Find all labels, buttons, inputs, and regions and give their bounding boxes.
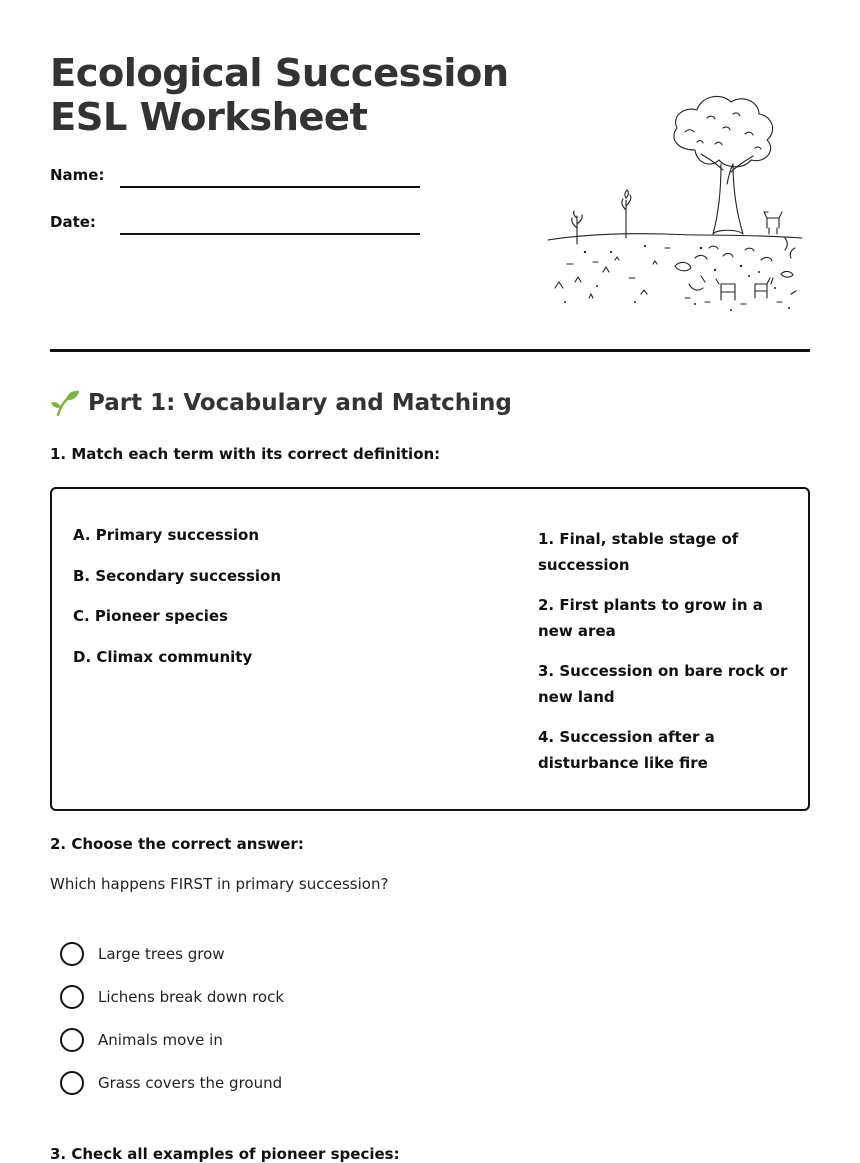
radio-button[interactable] [60,1028,84,1052]
definition-item: 2. First plants to grow in a new area [538,596,763,640]
definition-list [538,526,793,790]
answer-option[interactable] [60,1028,223,1052]
radio-button[interactable] [60,942,84,966]
definition-item: 4. Succession after a disturbance like fire [538,728,715,772]
radio-button[interactable] [60,985,84,1009]
question-2-prompt: 2. Choose the correct answer: [50,835,304,853]
question-3-prompt: 3. Check all examples of pioneer species: [50,1145,400,1163]
answer-option[interactable] [60,985,284,1009]
radio-button[interactable] [60,1071,84,1095]
date-label: Date: [50,213,96,231]
answer-option[interactable] [60,942,225,966]
question-2-text: Which happens FIRST in primary succession? [50,875,389,893]
part1-heading [50,388,512,418]
option-label: Animals move in [98,1031,223,1049]
answer-option[interactable] [60,1071,282,1095]
term-item: D. Climax community [73,647,253,666]
name-field[interactable] [120,186,420,188]
worksheet-title [50,52,509,140]
option-label: Large trees grow [98,945,225,963]
term-item: A. Primary succession [73,526,260,544]
section-divider [50,349,810,352]
option-label: Grass covers the ground [98,1074,283,1092]
title-line-2: ESL Worksheet [50,95,368,140]
term-item: B. Secondary succession [73,566,282,585]
seedling-icon [50,388,80,418]
tree-landscape-illustration [545,88,805,318]
part1-heading-text: Part 1: Vocabulary and Matching [88,390,512,416]
term-list [73,526,281,688]
definition-item: 1. Final, stable stage of succession [538,530,739,574]
question-1-prompt: 1. Match each term with its correct definition: [50,445,441,463]
date-field[interactable] [120,233,420,235]
name-label: Name: [50,166,105,184]
matching-box [50,487,810,811]
option-label: Lichens break down rock [98,988,285,1006]
title-line-1: Ecological Succession [50,51,509,96]
definition-item: 3. Succession on bare rock or new land [538,662,788,706]
term-item: C. Pioneer species [73,607,228,625]
